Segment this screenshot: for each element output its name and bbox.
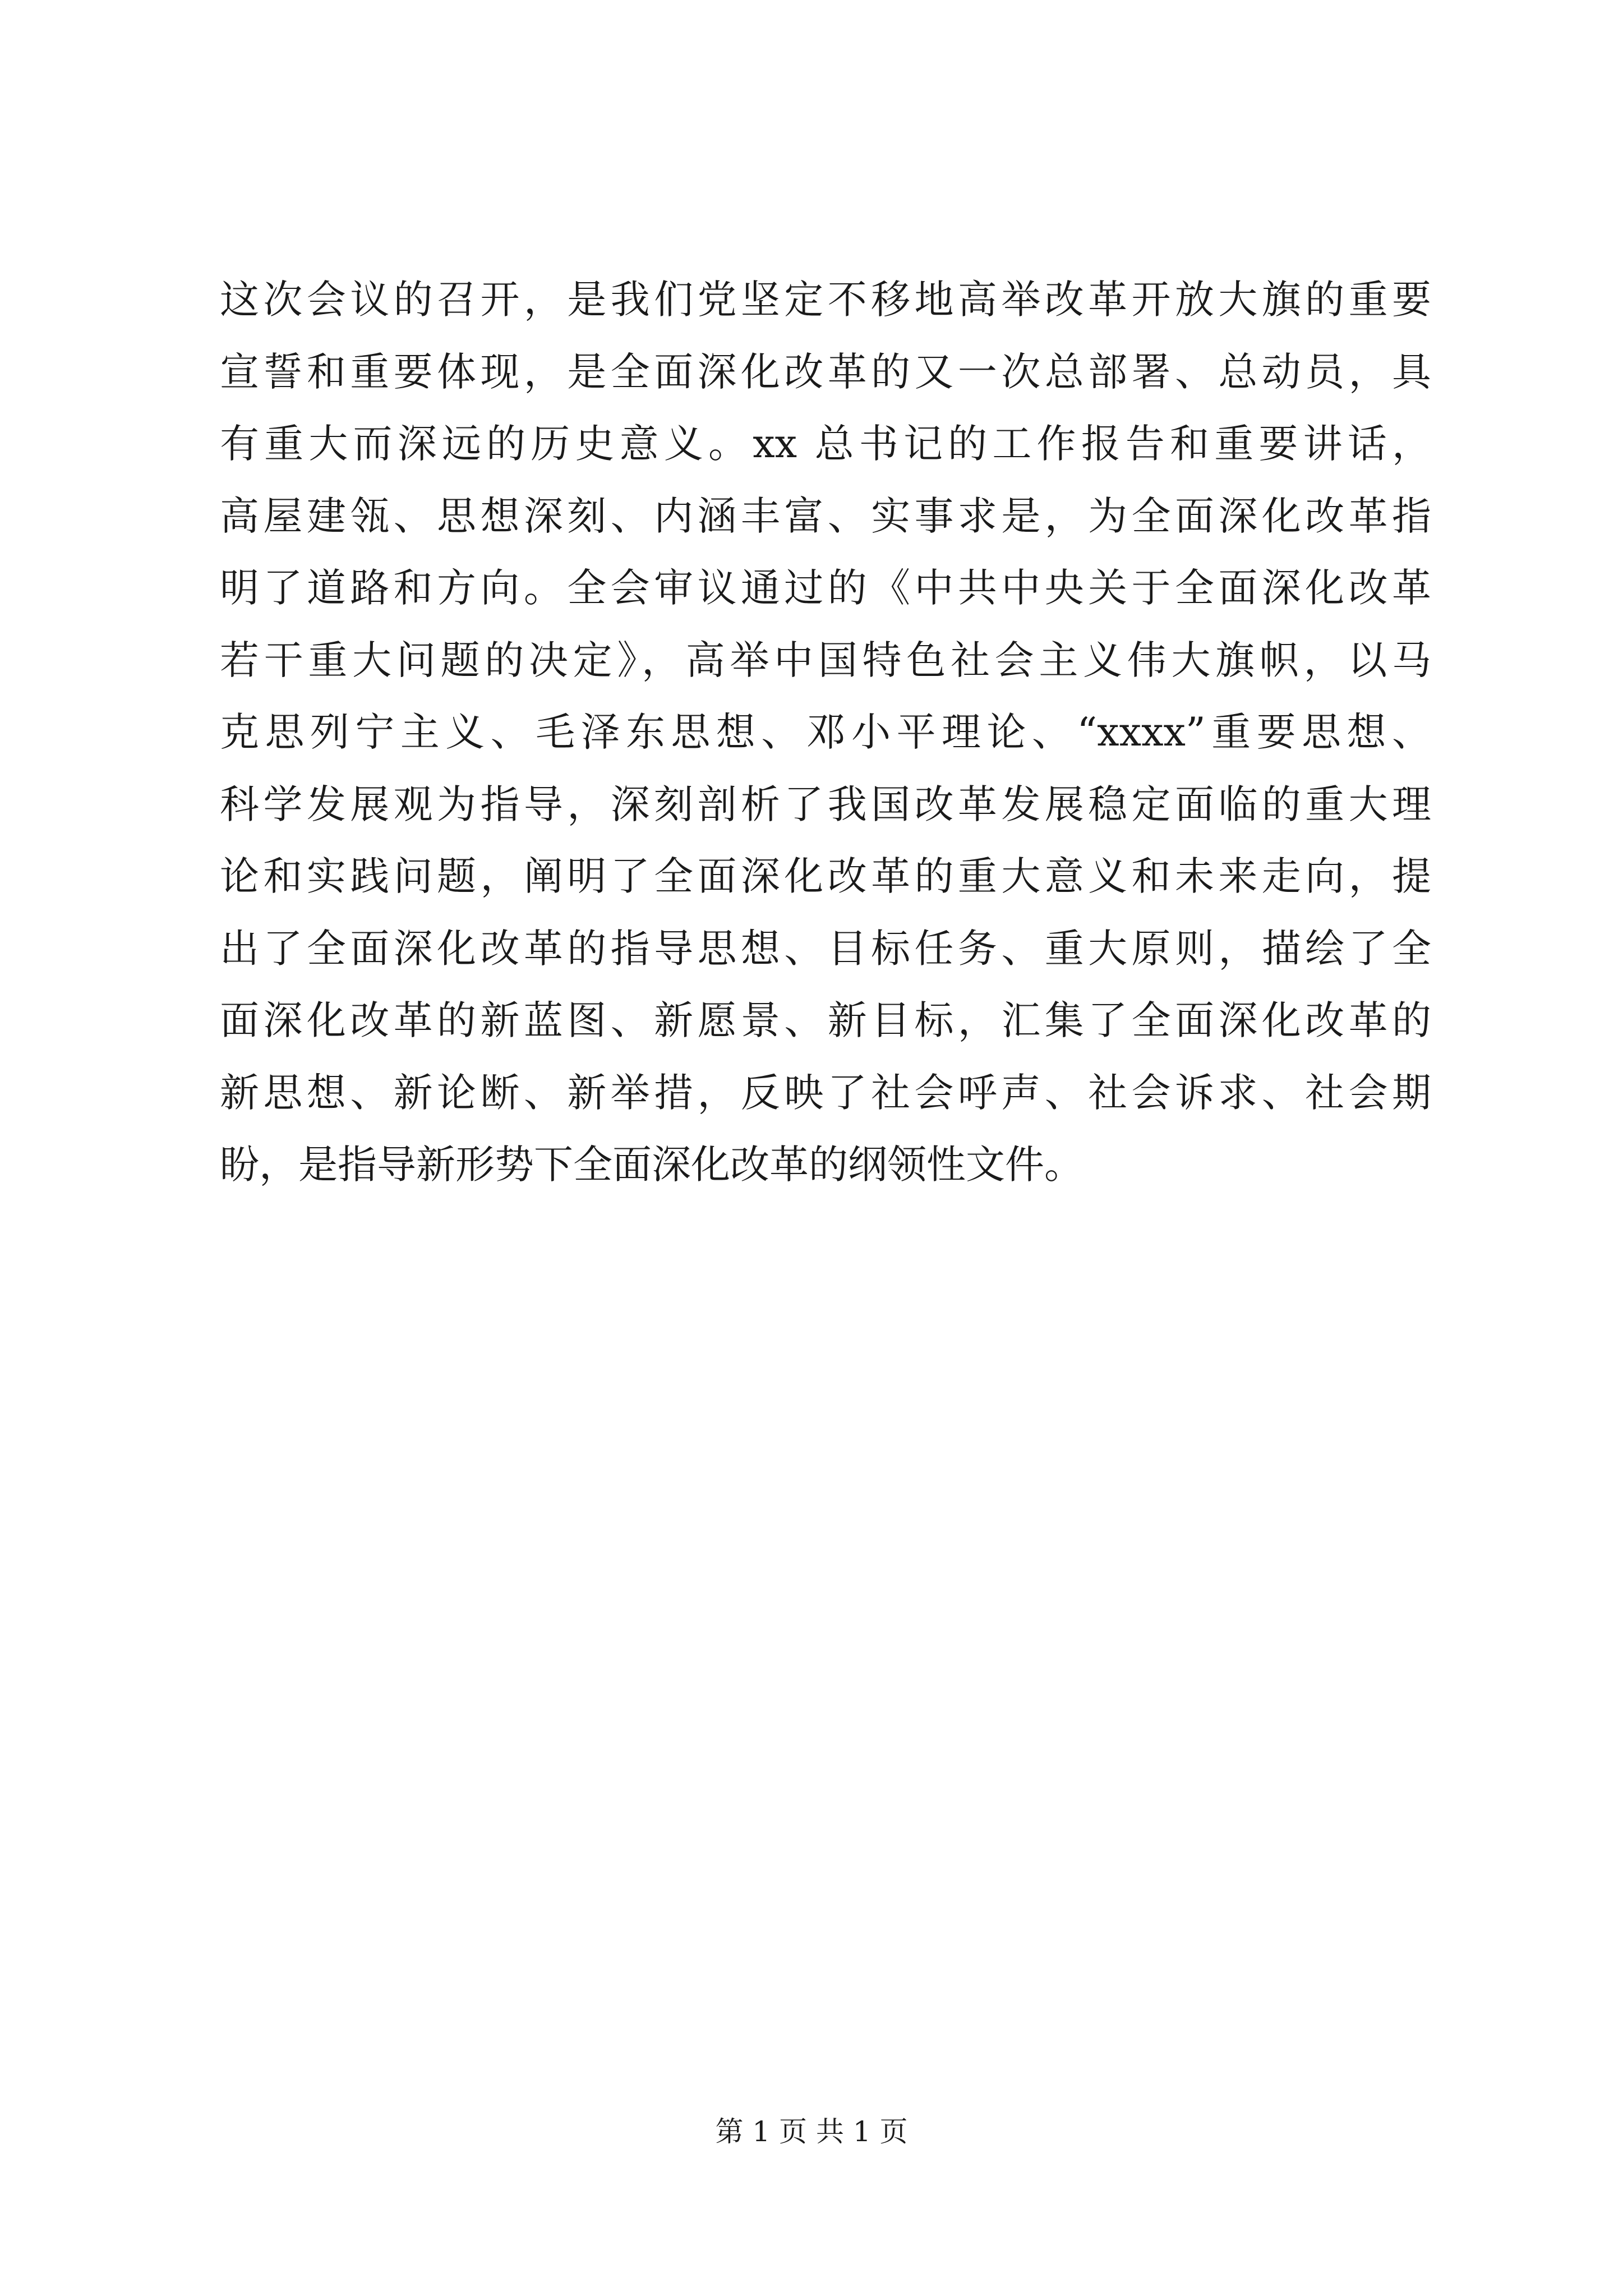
paragraph-line: 盼，是指导新形势下全面深化改革的纲领性文件。 [220, 1142, 1083, 1188]
paragraph-line: 论和实践问题，阐明了全面深化改革的重大意义和未来走向，提 [220, 853, 1431, 899]
paragraph-line: 新思想、新论断、新举措，反映了社会呼声、社会诉求、社会期 [220, 1069, 1431, 1116]
paragraph-line: 高屋建瓴、思想深刻、内涵丰富、实事求是，为全面深化改革指 [220, 493, 1431, 539]
paragraph-line: 克思列宁主义、毛泽东思想、邓小平理论、“xxxx”重要思想、 [220, 709, 1431, 755]
paragraph-line: 面深化改革的新蓝图、新愿景、新目标，汇集了全面深化改革的 [220, 997, 1431, 1043]
paragraph-line: 宣誓和重要体现，是全面深化改革的又一次总部署、总动员，具 [220, 348, 1431, 395]
paragraph-line: 这次会议的召开，是我们党坚定不移地高举改革开放大旗的重要 [220, 277, 1431, 323]
body-paragraph [220, 264, 1431, 1201]
paragraph-line: 科学发展观为指导，深刻剖析了我国改革发展稳定面临的重大理 [220, 781, 1431, 827]
paragraph-line: 明了道路和方向。全会审议通过的《中共中央关于全面深化改革 [220, 565, 1431, 611]
page-footer: 第 1 页 共 1 页 [715, 2115, 908, 2148]
paragraph-line: 有重大而深远的历史意义。xx 总书记的工作报告和重要讲话， [220, 421, 1431, 467]
paragraph-line: 出了全面深化改革的指导思想、目标任务、重大原则，描绘了全 [220, 925, 1431, 972]
paragraph-line: 若干重大问题的决定》，高举中国特色社会主义伟大旗帜，以马 [220, 637, 1431, 683]
